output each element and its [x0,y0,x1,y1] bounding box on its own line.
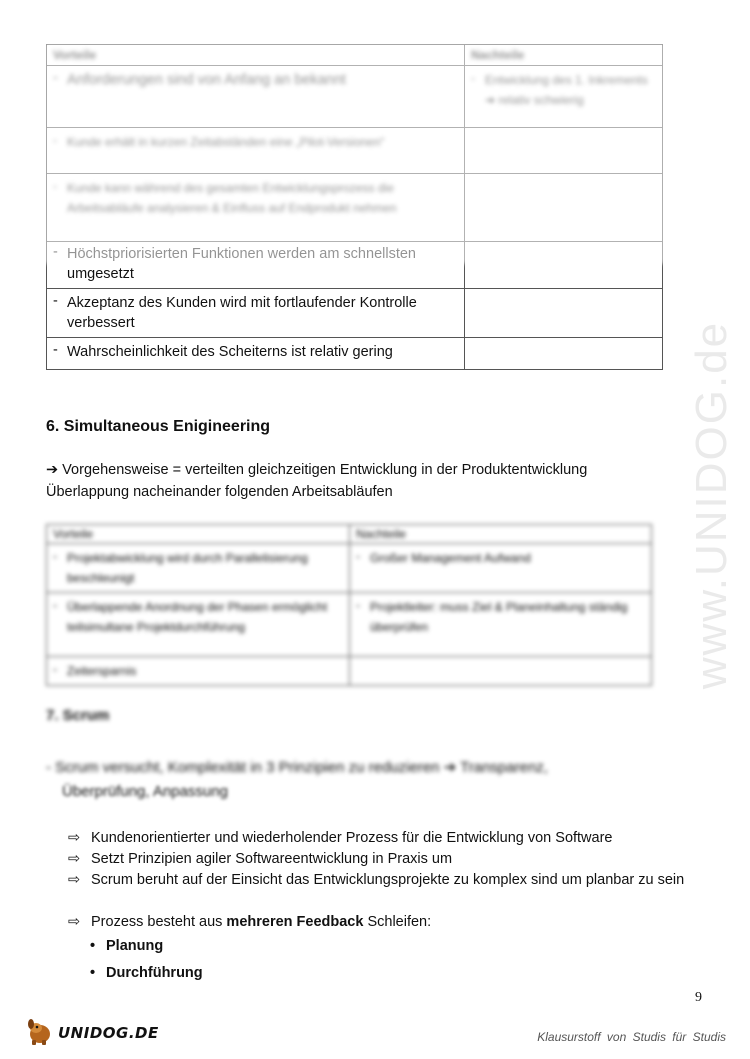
table1-cell-empty [465,289,663,338]
table2-cell: - Großer Management Aufwand [356,548,645,568]
list-item: ⇨ Prozess besteht aus mehreren Feedback Schleifen: [68,914,432,930]
table2-cell: - Projektleiter: muss Ziel & Planeinhaltung ständig überprüfen [356,597,645,637]
table2-cell: - Projektabwicklung wird durch Parallelisierung beschleunigt [53,548,343,588]
arrow-right-icon: ⇨ [68,851,81,867]
logo-text: UNIDOG.DE [58,1024,159,1042]
table2-cell: - Überlappende Anordnung der Phasen ermöglicht teilsimultane Projektdurchführung [53,597,343,637]
list-item: ⇨ Kundenorientierter und wiederholender Prozess für die Entwicklung von Software [68,830,613,846]
table1-cell-empty [465,338,663,370]
section-6-line-1: ➔ Vorgehensweise = verteilten gleichzeitigen Entwicklung in der Produktentwicklung [46,462,588,478]
arrow-right-icon: ⇨ [68,830,81,846]
table1-cell: - umgesetzt [53,244,458,284]
arrow-right-icon: ⇨ [68,914,81,930]
list-item: ⇨ Scrum beruht auf der Einsicht das Entwicklungsprojekte zu komplex sind um planbar zu sein [68,872,685,888]
arrow-right-icon: ⇨ [68,872,81,888]
table2-header-advantages: Vorteile [47,525,350,544]
blur-overlay [44,42,666,264]
watermark: www.UNIDOG.de [687,320,736,690]
dog-icon [28,1019,50,1045]
table1-cell: - Akzeptanz des Kunden wird mit fortlaufender Kontrolle verbessert [53,293,458,333]
list-item: ⇨ Setzt Prinzipien agiler Softwareentwicklung in Praxis um [68,851,453,867]
feedback-bold: mehreren Feedback [226,914,364,930]
page-number: 9 [695,990,702,1005]
scrum-intro-line-1: - Scrum versucht, Komplexität in 3 Prinzipien zu reduzieren ➔ Transparenz, [46,759,548,776]
table2-cell: - Zeitersparnis [53,661,343,681]
bullet-durchfuehrung: • Durchführung [90,965,203,981]
bullet-planung: • Planung [90,938,163,954]
advantages-table-2 [46,524,652,686]
footer-tagline: Klausurstoff von Studis für Studis [537,1030,726,1044]
scrum-intro-line-2: Überprüfung, Anpassung [62,783,228,800]
section-7-heading: 7. Scrum [46,707,110,724]
section-6-line-2: Überlappung nacheinander folgenden Arbeitsabläufen [46,484,393,500]
table2-cell-empty [350,657,652,686]
section-6-heading: 6. Simultaneous Enigineering [46,418,271,435]
table2-header-disadvantages: Nachteile [350,525,652,544]
table1-cell: - Wahrscheinlichkeit des Scheiterns ist relativ gering [53,342,458,362]
